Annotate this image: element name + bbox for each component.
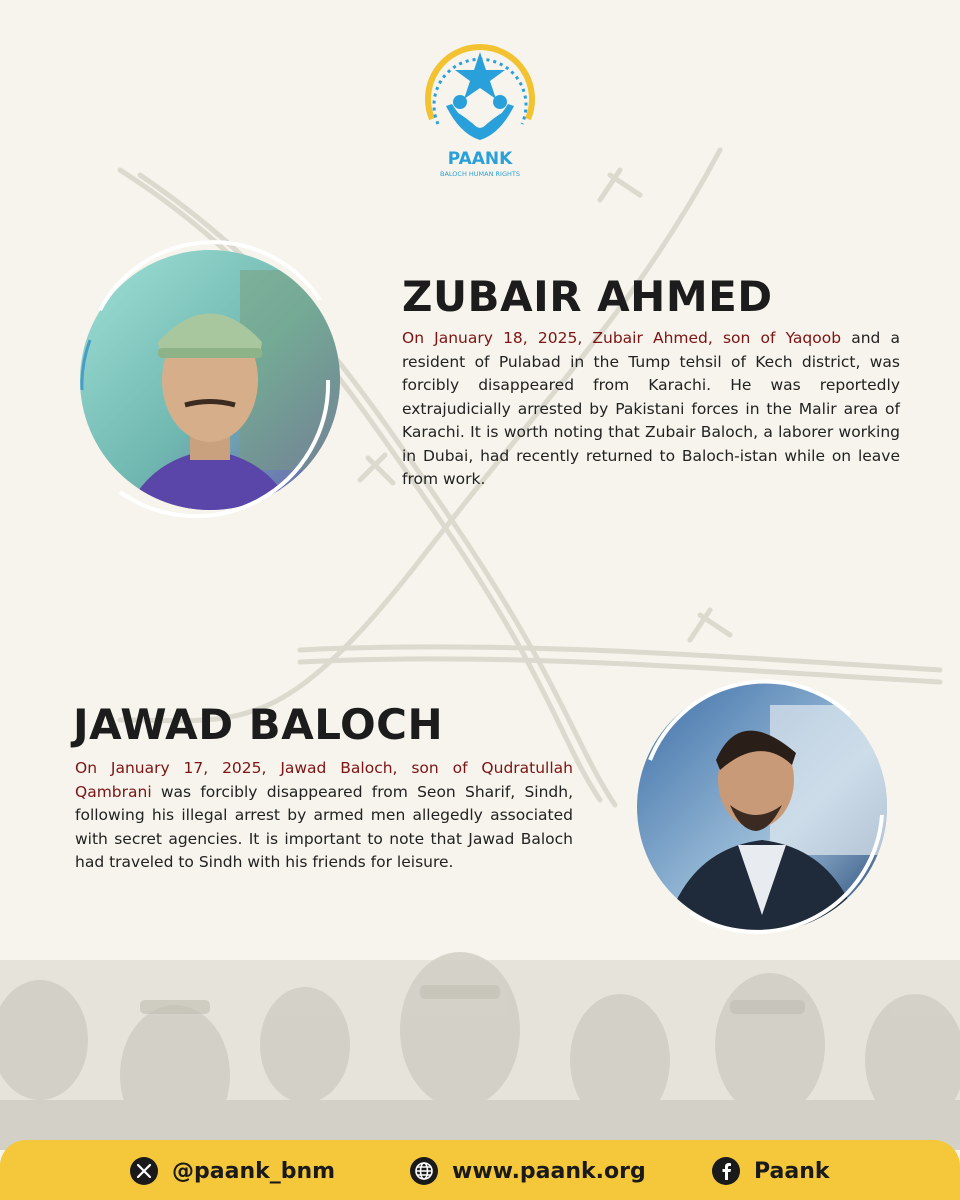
person-name-jawad-baloch: JAWAD BALOCH <box>73 700 444 749</box>
website-url: www.paank.org <box>452 1158 646 1184</box>
facebook-icon <box>712 1157 740 1185</box>
logo-tagline: BALOCH HUMAN RIGHTS <box>440 170 520 178</box>
bio-highlight: On January 18, 2025, Zubair Ahmed, son of Yaqoob <box>402 329 842 347</box>
facebook-page-name: Paank <box>754 1158 830 1184</box>
person-bio-zubair-ahmed <box>402 327 900 492</box>
person-name-zubair-ahmed: ZUBAIR AHMED <box>402 272 773 321</box>
person-bio-jawad-baloch <box>75 757 573 875</box>
bio-rest: was forcibly disappeared from Seon Sharif, Sindh, following his illegal arrest by armed men allegedly associated with secret agencies. It is important to note that Jawad Baloch had traveled to Sindh with his friends for leisure. <box>75 782 573 871</box>
twitter-handle: @paank_bnm <box>172 1158 336 1184</box>
facebook-link[interactable] <box>712 1156 830 1186</box>
bio-rest: and a resident of Pulabad in the Tump tehsil of Kech district, was forcibly disappeared from Karachi. He was reportedly extrajudicially arrested by Pakistani forces in the Malir area of Karachi. It is worth noting that Zubair Baloch, a laborer working in Dubai, had recently returned to Baloch-istan while on leave from work. <box>402 329 900 488</box>
portrait-zubair-ahmed <box>60 230 360 530</box>
twitter-link[interactable] <box>130 1156 335 1186</box>
footer-bar <box>0 1140 960 1200</box>
paank-logo <box>410 24 550 184</box>
website-link[interactable] <box>410 1156 646 1186</box>
bio-highlight: On January 17, 2025, Jawad Baloch, son of Qudratullah Qambrani <box>75 759 573 801</box>
globe-icon <box>410 1157 438 1185</box>
x-logo-icon <box>130 1157 158 1185</box>
logo-name: PAANK <box>447 149 513 169</box>
portrait-jawad-baloch <box>620 665 905 950</box>
